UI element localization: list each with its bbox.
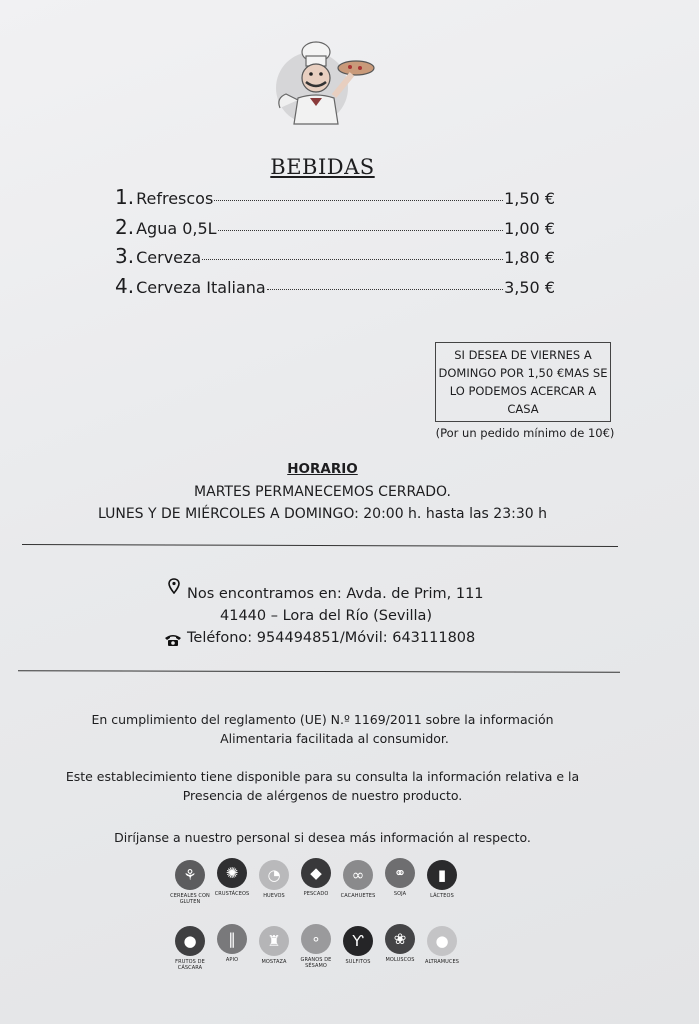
menu-title: BEBIDAS (270, 155, 375, 179)
allergen-label: APIO (225, 957, 239, 963)
hours-title: HORARIO (287, 461, 358, 477)
allergen-label: SULFITOS (345, 959, 371, 965)
item-number: 4. (115, 273, 135, 298)
lupin-icon: ● (427, 926, 457, 956)
dotted-leader (267, 289, 503, 290)
nut-icon: ● (175, 926, 205, 956)
egg-icon: ◔ (259, 860, 289, 890)
allergen-label: LÁCTEOS (430, 893, 454, 899)
soy-icon: ⚭ (385, 858, 415, 888)
allergen-label: MOSTAZA (261, 959, 287, 965)
item-name: Cerveza Italiana (136, 277, 266, 297)
hours-open-line: LUNES Y DE MIÉRCOLES A DOMINGO: 20:00 h. hasta las 23:30 h (98, 506, 547, 522)
fish-icon: ◆ (301, 858, 331, 888)
delivery-line: LO PODEMOS ACERCAR A (449, 384, 597, 398)
item-number: 2. (115, 214, 135, 239)
allergen-label: ALTRAMUCES (424, 959, 460, 965)
legal-text-3: Diríjanse a nuestro personal si desea más información al respecto. (114, 830, 531, 845)
allergen-label: HUEVOS (263, 893, 285, 899)
allergen-label: CEREALES CON GLUTEN (170, 893, 210, 905)
delivery-line: CASA (507, 402, 539, 416)
chef-logo-icon (272, 38, 376, 126)
wheat-icon: ⚘ (175, 860, 205, 890)
legal-text-2a: Este establecimiento tiene disponible para su consulta la información relativa e la (65, 769, 580, 784)
crab-icon: ✺ (217, 858, 247, 888)
item-price: 3,50 € (504, 277, 555, 297)
allergen-label: FRUTOS DE CÁSCARA (175, 959, 205, 971)
list-item (115, 215, 555, 245)
drinks-list (115, 185, 555, 303)
delivery-line: DOMINGO POR 1,50 €MAS SE (438, 366, 608, 380)
item-number: 1. (115, 185, 135, 209)
phone-numbers: Teléfono: 954494851/Móvil: 643111808 (187, 630, 476, 646)
list-item (115, 274, 555, 304)
sulfite-icon: Ƴ (343, 926, 373, 956)
item-price: 1,00 € (504, 218, 555, 238)
item-price: 1,80 € (504, 248, 555, 267)
address-line: Nos encontramos en: Avda. de Prim, 111 (187, 586, 484, 602)
list-item (115, 244, 555, 274)
allergen-label: GRANOS DE SÉSAMO (300, 957, 332, 969)
item-name: Agua 0,5L (136, 218, 217, 238)
delivery-notice-box (435, 342, 611, 422)
list-item (115, 185, 555, 215)
legal-text-2b: Presencia de alérgenos de nuestro producto. (182, 788, 463, 803)
peanut-icon: ∞ (343, 860, 373, 890)
dotted-leader (214, 200, 503, 201)
legal-text-1b: Alimentaria facilitada al consumidor. (220, 731, 449, 746)
allergen-icons-grid (170, 860, 495, 1000)
item-price: 1,50 € (504, 189, 555, 208)
dotted-leader (202, 259, 503, 260)
legal-text-1a: En cumplimiento del reglamento (UE) N.º 1169/2011 sobre la información (91, 712, 554, 727)
dotted-leader (218, 230, 504, 231)
celery-icon: ‖ (217, 924, 247, 954)
allergen-label: CACAHUETES (340, 893, 376, 899)
allergen-item (417, 926, 467, 965)
telephone-icon (164, 633, 182, 647)
item-name: Cerveza (136, 248, 202, 267)
item-name: Refrescos (136, 189, 214, 208)
hours-closed-line: MARTES PERMANECEMOS CERRADO. (194, 484, 451, 500)
mustard-icon: ♜ (259, 926, 289, 956)
allergen-label: SOJA (393, 891, 407, 897)
location-pin-icon (168, 578, 180, 594)
allergen-label: PESCADO (303, 891, 329, 897)
shell-icon: ❀ (385, 924, 415, 954)
address-city: 41440 – Lora del Río (Sevilla) (220, 608, 433, 624)
item-number: 3. (115, 244, 135, 268)
delivery-minimum-note: (Por un pedido mínimo de 10€) (435, 426, 615, 440)
allergen-label: MOLUSCOS (385, 957, 415, 963)
delivery-line: SI DESEA DE VIERNES A (454, 348, 592, 362)
allergen-item (417, 860, 467, 899)
milk-icon: ▮ (427, 860, 457, 890)
allergen-label: CRUSTÁCEOS (214, 891, 250, 897)
sesame-icon: ∘ (301, 924, 331, 954)
